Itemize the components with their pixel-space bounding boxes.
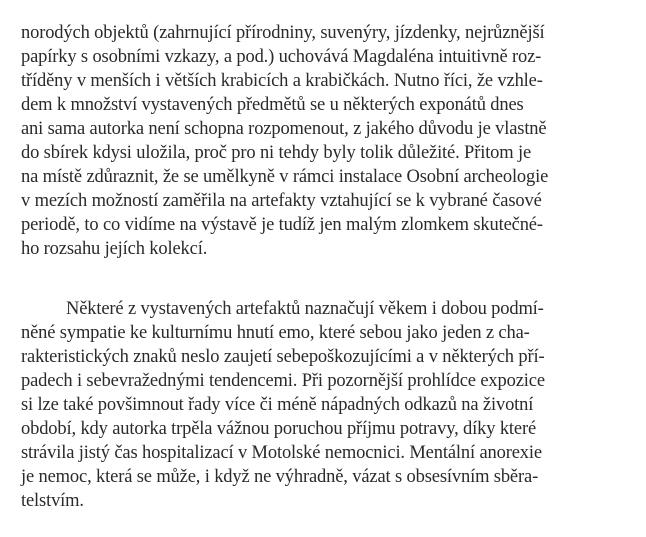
text-line: tříděny v menších i větších krabicích a krabičkách. Nutno říci, že vzhle-	[21, 71, 543, 91]
text-line: padech i sebevražednými tendencemi. Při pozornější prohlídce expozice	[21, 371, 545, 391]
text-line: ani sama autorka není schopna rozpomenout, z jakého důvodu je vlastně	[21, 119, 547, 139]
paragraph-1	[0, 21, 646, 261]
text-line: období, kdy autorka trpěla vážnou poruchou příjmu potravy, díky které	[21, 419, 537, 439]
text-line-first: Některé z vystavených artefaktů naznačují věkem i dobou podmí-	[66, 299, 544, 319]
text-line: papírky s osobními vzkazy, a pod.) uchovává Magdaléna intuitivně roz-	[21, 47, 542, 67]
text-line: strávila jistý čas hospitalizací v Motolské nemocnici. Mentální anorexie	[21, 443, 542, 463]
text-line: na místě zdůraznit, že se umělkyně v rámci instalace Osobní archeologie	[21, 167, 549, 187]
text-line: norodých objektů (zahrnující přírodniny, suvenýry, jízdenky, nejrůznější	[21, 23, 545, 43]
text-line: telstvím.	[21, 491, 84, 511]
text-line: ho rozsahu jejích kolekcí.	[21, 239, 208, 259]
text-line: do sbírek kdysi uložila, proč pro ni tehdy byly tolik důležité. Přitom je	[21, 143, 532, 163]
text-line: něné sympatie ke kulturnímu hnutí emo, které sebou jako jeden z cha-	[21, 323, 530, 343]
text-line: rakteristických znaků neslo zaujetí sebepoškozujícími a v některých pří-	[21, 347, 545, 367]
text-line: periodě, to co vidíme na výstavě je tudíž jen malým zlomkem skutečné-	[21, 215, 543, 235]
text-line: v mezích možností zaměřila na artefakty vztahující se k vybrané časové	[21, 191, 542, 211]
text-line: dem k množství vystavených předmětů se u některých exponátů dnes	[21, 95, 524, 115]
text-line: si lze také povšimnout řady více či méně nápadných odkazů na životní	[21, 395, 534, 415]
text-line: je nemoc, která se může, i když ne výhradně, vázat s obsesívním sběra-	[21, 467, 539, 487]
paragraph-2	[0, 297, 646, 513]
